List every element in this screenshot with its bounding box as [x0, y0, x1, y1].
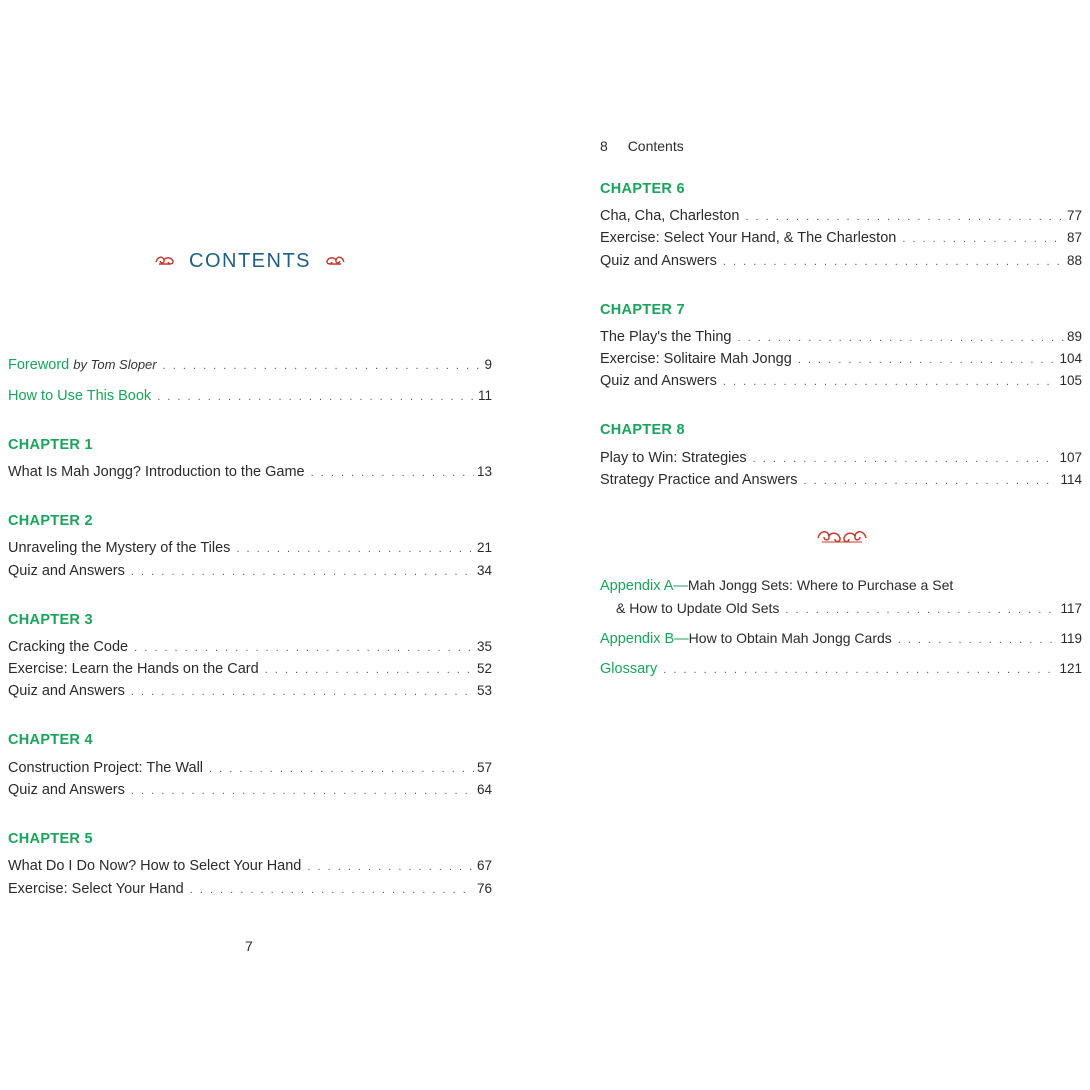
dot-leader: [209, 760, 474, 778]
foreword-label: Foreword: [8, 357, 70, 373]
entry-title: Quiz and Answers: [8, 782, 125, 798]
swirl-ornament-left-icon: [154, 250, 176, 273]
entry-title: Exercise: Learn the Hands on the Card: [8, 661, 259, 677]
running-head: [600, 138, 700, 154]
entry-title: What Do I Do Now? How to Select Your Hand: [8, 858, 302, 874]
toc-entry[interactable]: [600, 449, 1082, 468]
entry-title: Quiz and Answers: [8, 683, 125, 699]
dot-leader: [311, 464, 474, 482]
entry-title: The Play's the Thing: [600, 329, 732, 345]
foreword-author: by Tom Sloper: [73, 357, 157, 372]
toc-entry[interactable]: [8, 463, 492, 482]
chapter-heading: CHAPTER 4: [8, 732, 93, 748]
chapter-heading: CHAPTER 6: [600, 181, 685, 197]
dot-leader: [902, 230, 1064, 248]
toc-entry[interactable]: [600, 229, 1082, 248]
right-page: [600, 0, 1082, 1090]
page-number: 13: [476, 464, 492, 479]
swirl-ornament-right-icon: [324, 250, 346, 273]
running-head-page: 8: [600, 138, 608, 154]
toc-entry[interactable]: [8, 539, 492, 558]
page-number: 88: [1066, 253, 1082, 268]
entry-title: Cha, Cha, Charleston: [600, 208, 740, 224]
toc-entry[interactable]: [8, 660, 492, 679]
dot-leader: [307, 858, 474, 876]
page-number: 57: [476, 760, 492, 775]
contents-title: [8, 250, 492, 273]
toc-entry-glossary[interactable]: [600, 660, 1082, 679]
dot-leader: [131, 563, 474, 581]
dot-leader: [798, 351, 1057, 369]
chapter-heading: CHAPTER 8: [600, 422, 685, 438]
page-number: 11: [477, 388, 492, 403]
page-number: 114: [1060, 472, 1082, 487]
toc-entry[interactable]: [600, 252, 1082, 271]
page-number: 104: [1059, 351, 1082, 366]
page-number: 89: [1066, 329, 1082, 344]
page-number: 21: [476, 540, 492, 555]
left-page: [8, 0, 492, 1090]
entry-title: Cracking the Code: [8, 639, 129, 655]
appendix-a-title-line2: & How to Update Old Sets: [616, 600, 780, 616]
toc-entry[interactable]: [600, 350, 1082, 369]
dot-leader: [265, 661, 474, 679]
dot-leader: [190, 881, 474, 899]
how-to-label: How to Use This Book: [8, 388, 152, 404]
page-number: 67: [476, 858, 492, 873]
page-number: 64: [476, 782, 492, 797]
toc-entry[interactable]: [8, 562, 492, 581]
toc-entry[interactable]: [600, 328, 1082, 347]
glossary-label: Glossary: [600, 661, 658, 677]
toc-entry[interactable]: [8, 857, 492, 876]
page-number: 105: [1059, 373, 1082, 388]
toc-entry[interactable]: [8, 682, 492, 701]
toc-entry-how-to[interactable]: [8, 387, 492, 406]
appendix-a-title-line1: Mah Jongg Sets: Where to Purchase a Set: [687, 577, 954, 593]
dot-leader: [163, 357, 482, 375]
page-number: 52: [476, 661, 492, 676]
dot-leader: [134, 639, 474, 657]
page-number: 119: [1060, 631, 1082, 646]
page-number: 87: [1066, 230, 1082, 245]
page-number: 9: [484, 357, 492, 372]
chapter-heading: CHAPTER 7: [600, 302, 685, 318]
running-head-title: Contents: [627, 138, 684, 154]
dot-leader: [723, 253, 1064, 271]
page-number: 53: [476, 683, 492, 698]
toc-entry-foreword[interactable]: [8, 356, 492, 375]
dot-leader: [723, 373, 1057, 391]
dot-leader: [157, 388, 475, 406]
toc-entry[interactable]: [8, 781, 492, 800]
entry-title: Construction Project: The Wall: [8, 760, 204, 776]
dot-leader: [131, 782, 474, 800]
entry-title: Play to Win: Strategies: [600, 450, 747, 466]
dot-leader: [737, 329, 1064, 347]
page-number: 34: [476, 563, 492, 578]
dot-leader: [131, 683, 474, 701]
toc-entry[interactable]: [8, 638, 492, 657]
toc-entry-appendix-a-cont[interactable]: [616, 599, 1082, 619]
toc-entry[interactable]: [8, 880, 492, 899]
appendix-b-label: Appendix B—: [600, 631, 689, 647]
appendix-b-title: How to Obtain Mah Jongg Cards: [688, 630, 892, 646]
page-number: 35: [476, 639, 492, 654]
page-folio: 7: [245, 938, 253, 954]
toc-entry[interactable]: [600, 372, 1082, 391]
entry-title: Quiz and Answers: [600, 253, 717, 269]
chapter-heading: CHAPTER 1: [8, 437, 93, 453]
entry-title: Unraveling the Mystery of the Tiles: [8, 540, 231, 556]
dot-leader: [753, 450, 1057, 468]
entry-title: Exercise: Select Your Hand, & The Charleston: [600, 230, 897, 246]
entry-title: Quiz and Answers: [600, 373, 717, 389]
dot-leader: [236, 540, 474, 558]
dot-leader: [663, 661, 1056, 679]
toc-entry[interactable]: [600, 207, 1082, 226]
dot-leader: [898, 631, 1058, 649]
entry-title: Quiz and Answers: [8, 563, 125, 579]
toc-entry-appendix-a[interactable]: [600, 577, 953, 594]
page-number: 107: [1059, 450, 1082, 465]
dot-leader: [803, 472, 1057, 490]
entry-title: Strategy Practice and Answers: [600, 472, 798, 488]
toc-entry[interactable]: [8, 759, 492, 778]
entry-title: Exercise: Select Your Hand: [8, 881, 184, 897]
contents-title-text: CONTENTS: [189, 250, 311, 272]
page-number: 121: [1059, 661, 1082, 676]
chapter-heading: CHAPTER 3: [8, 612, 93, 628]
entry-title: Exercise: Solitaire Mah Jongg: [600, 351, 792, 367]
appendix-a-label: Appendix A—: [600, 578, 688, 594]
entry-title: What Is Mah Jongg? Introduction to the Game: [8, 464, 305, 480]
dot-leader: [745, 208, 1064, 226]
double-swirl-ornament-icon: [814, 526, 870, 551]
dot-leader: [785, 601, 1057, 619]
page-number: 117: [1060, 601, 1082, 616]
page-number: 77: [1066, 208, 1082, 223]
toc-entry-appendix-b[interactable]: [600, 629, 1082, 649]
chapter-heading: CHAPTER 5: [8, 831, 93, 847]
toc-entry[interactable]: [600, 471, 1082, 490]
chapter-heading: CHAPTER 2: [8, 513, 93, 529]
page-number: 76: [476, 881, 492, 896]
